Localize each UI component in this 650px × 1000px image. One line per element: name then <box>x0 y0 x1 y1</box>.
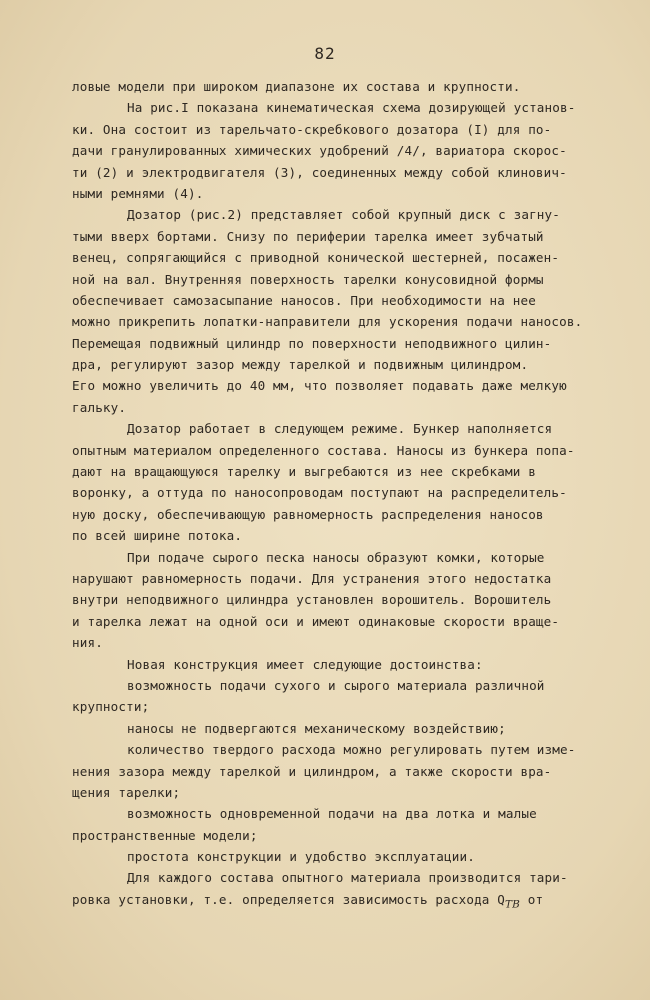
text-line <box>72 675 640 696</box>
text-line-content: возможность подачи сухого и сырого материала различной <box>127 677 545 693</box>
text-line-content: возможность одновременной подачи на два лотка и малые <box>127 806 537 822</box>
text-line <box>72 482 640 503</box>
text-line <box>72 803 640 824</box>
text-line-content: воронку, а оттуда по наносопроводам поступают на распределитель- <box>72 485 567 501</box>
text-line <box>72 397 640 418</box>
text-line <box>72 589 640 610</box>
text-line-content: ную доску, обеспечивающую равномерность распределения наносов <box>72 506 544 522</box>
text-line <box>72 654 640 675</box>
text-line <box>72 418 640 439</box>
text-line <box>72 354 640 375</box>
text-line-content: тыми вверх бортами. Снизу по периферии тарелка имеет зубчатый <box>72 228 544 244</box>
text-line <box>72 204 640 225</box>
text-line <box>72 632 640 653</box>
text-line <box>72 440 640 461</box>
text-line-content: венец, сопрягающийся с приводной конической шестерней, посажен- <box>72 250 560 266</box>
body-text <box>72 76 640 910</box>
text-line <box>72 761 640 782</box>
text-line-content: гальку. <box>72 399 127 415</box>
text-line <box>72 76 640 97</box>
text-line <box>72 525 640 546</box>
text-line-tail: от <box>520 891 544 907</box>
text-line <box>72 611 640 632</box>
text-line-content: При подаче сырого песка наносы образуют комки, которые <box>127 549 545 565</box>
text-line-content: Для каждого состава опытного материала производится тари- <box>127 870 568 886</box>
text-line-content: по всей ширине потока. <box>72 528 243 544</box>
text-line-content: ной на вал. Внутренняя поверхность тарелки конусовидной формы <box>72 271 544 287</box>
text-line <box>72 333 640 354</box>
text-line-content: простота конструкции и удобство эксплуатации. <box>127 849 475 865</box>
text-line <box>72 226 640 247</box>
text-line-content: нарушают равномерность подачи. Для устранения этого недостатка <box>72 570 552 586</box>
text-line-content: пространственные модели; <box>72 827 258 843</box>
text-line-content: количество твердого расхода можно регулировать путем изме- <box>127 742 576 758</box>
text-line-content: и тарелка лежат на одной оси и имеют одинаковые скорости враще- <box>72 613 560 629</box>
page-number: 82 <box>314 44 336 63</box>
text-line-content: ти (2) и электродвигателя (3), соединенных между собой клинович- <box>72 164 567 180</box>
text-line-content: опытным материалом определенного состава. Наносы из бункера попа- <box>72 442 575 458</box>
text-line <box>72 162 640 183</box>
text-line-content: Дозатор (рис.2) представляет собой крупный диск с загну- <box>127 207 560 223</box>
text-line-content: дра, регулируют зазор между тарелкой и подвижным цилиндром. <box>72 357 529 373</box>
text-line <box>72 247 640 268</box>
text-line <box>72 504 640 525</box>
text-line <box>72 97 640 118</box>
text-line <box>72 825 640 846</box>
text-line-content: ровка установки, т.е. определяется зависимость расхода Q <box>72 891 505 907</box>
text-line <box>72 140 640 161</box>
text-line-content: ки. Она состоит из тарельчато-скребкового дозатора (I) для по- <box>72 121 552 137</box>
text-line <box>72 290 640 311</box>
text-line-content: Его можно увеличить до 40 мм, что позволяет подавать даже мелкую <box>72 378 567 394</box>
text-line <box>72 183 640 204</box>
text-line <box>72 846 640 867</box>
text-line <box>72 269 640 290</box>
text-line-content: наносы не подвергаются механическому воздействию; <box>127 720 506 736</box>
text-line-content: Перемещая подвижный цилиндр по поверхности неподвижного цилин- <box>72 335 552 351</box>
text-line-content: щения тарелки; <box>72 784 181 800</box>
text-line-content: ния. <box>72 635 103 651</box>
text-line-content: ными ремнями (4). <box>72 185 204 201</box>
text-line <box>72 696 640 717</box>
text-line-content: дают на вращающуюся тарелку и выгребаются из нее скребками в <box>72 464 536 480</box>
text-line <box>72 782 640 803</box>
text-line <box>72 739 640 760</box>
text-line <box>72 889 640 910</box>
text-line-content: обеспечивает самозасыпание наносов. При необходимости на нее <box>72 292 536 308</box>
text-line-content: Новая конструкция имеет следующие достоинства: <box>127 656 483 672</box>
text-line <box>72 375 640 396</box>
text-line-content: дачи гранулированных химических удобрений /4/, вариатора скорос- <box>72 143 567 159</box>
text-line-content: нения зазора между тарелкой и цилиндром, а также скорости вра- <box>72 763 552 779</box>
text-line-content: ловые модели при широком диапазоне их состава и крупности. <box>72 79 521 94</box>
text-line-content: крупности; <box>72 699 150 715</box>
text-line <box>72 461 640 482</box>
text-line-content: На рис.I показана кинематическая схема дозирующей установ- <box>127 100 576 116</box>
text-line <box>72 568 640 589</box>
text-line <box>72 311 640 332</box>
text-line <box>72 718 640 739</box>
text-line <box>72 547 640 568</box>
text-line <box>72 119 640 140</box>
text-line-content: можно прикрепить лопатки-направители для ускорения подачи наносов. <box>72 314 583 330</box>
text-line-content: Дозатор работает в следующем режиме. Бункер наполняется <box>127 421 553 437</box>
text-line <box>72 867 640 888</box>
subscript: ТВ <box>505 898 521 911</box>
text-line-content: внутри неподвижного цилиндра установлен ворошитель. Ворошитель <box>72 592 552 608</box>
